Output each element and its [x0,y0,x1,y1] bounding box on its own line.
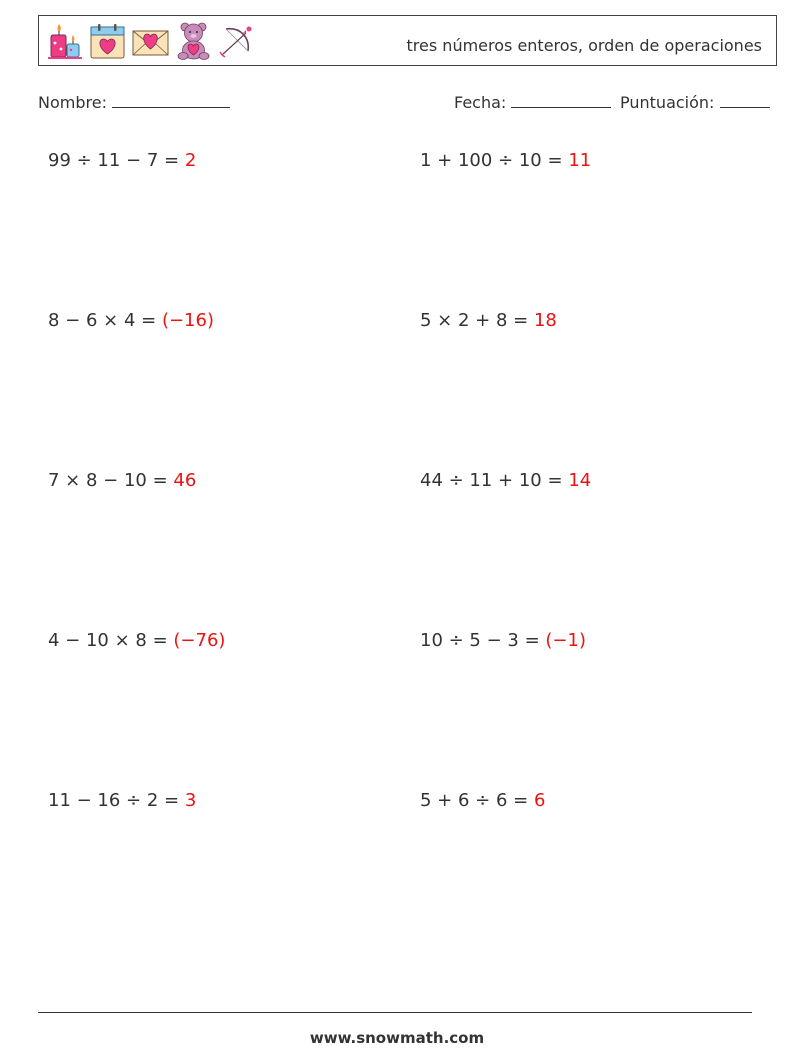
problem-expression: 5 + 6 ÷ 6 = [420,790,529,811]
problem-answer: 18 [533,310,557,331]
problem-4 [420,310,557,331]
problem-answer: (−76) [173,630,226,651]
date-blank[interactable] [511,93,611,108]
date-label: Fecha: [454,93,507,112]
problem-3 [48,310,214,331]
problem-expression: 11 − 16 ÷ 2 = [48,790,180,811]
name-field [38,93,230,112]
score-blank[interactable] [720,93,770,108]
problem-2 [420,150,591,171]
candles-icon [46,21,83,61]
problem-answer: 14 [568,470,592,491]
teddy-bear-icon [175,21,212,61]
problem-answer: 11 [568,150,592,171]
footer-divider [38,1012,752,1013]
problem-expression: 10 ÷ 5 − 3 = [420,630,540,651]
problem-expression: 1 + 100 ÷ 10 = [420,150,563,171]
footer-website[interactable]: www.snowmath.com [309,1029,485,1047]
problem-6 [420,470,591,491]
cupid-bow-icon [218,21,255,61]
name-blank[interactable] [112,93,230,108]
problem-10 [420,790,545,811]
score-label: Puntuación: [620,93,715,112]
problem-answer: 46 [173,470,197,491]
worksheet-header [38,15,777,66]
worksheet-title: tres números enteros, orden de operaciones [406,36,762,55]
problem-answer: 6 [533,790,546,811]
problem-8 [420,630,586,651]
problem-answer: 2 [184,150,197,171]
problem-5 [48,470,196,491]
problem-answer: (−1) [545,630,586,651]
problem-answer: (−16) [161,310,214,331]
problem-expression: 5 × 2 + 8 = [420,310,529,331]
problem-answer: 3 [184,790,197,811]
calendar-heart-icon [89,21,126,61]
problem-7 [48,630,225,651]
problem-expression: 44 ÷ 11 + 10 = [420,470,563,491]
problem-1 [48,150,196,171]
problem-expression: 99 ÷ 11 − 7 = [48,150,180,171]
love-letter-icon [132,21,169,61]
problem-expression: 8 − 6 × 4 = [48,310,157,331]
date-field [454,93,611,112]
score-field [620,93,770,112]
problem-expression: 7 × 8 − 10 = [48,470,168,491]
problem-9 [48,790,196,811]
name-label: Nombre: [38,93,107,112]
problem-expression: 4 − 10 × 8 = [48,630,168,651]
header-icons [46,21,255,61]
